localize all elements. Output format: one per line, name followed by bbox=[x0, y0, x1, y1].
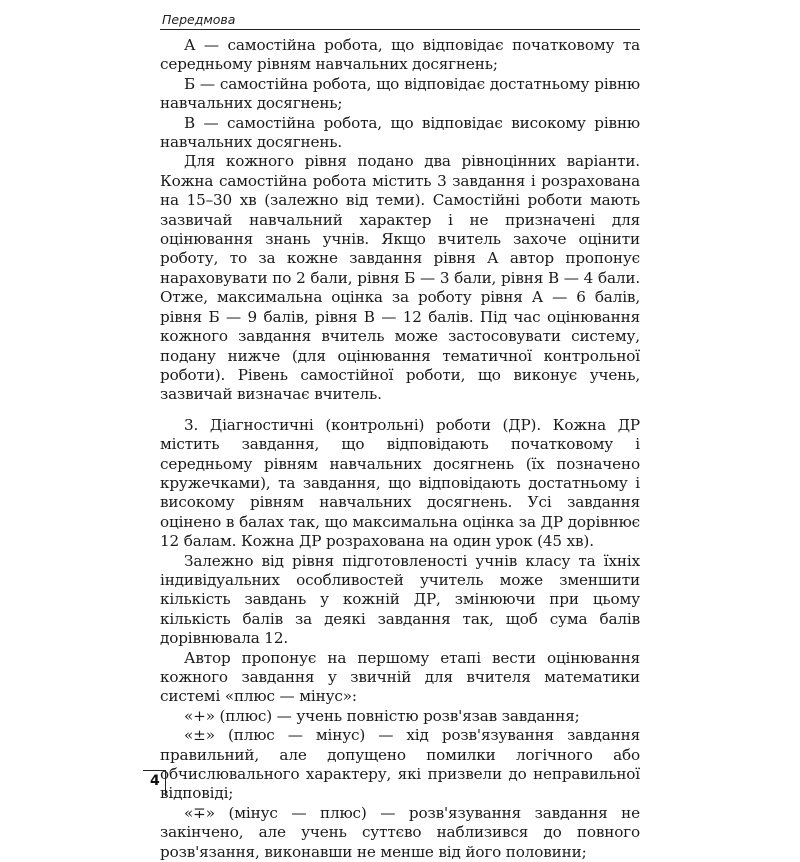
paragraph-level-c: В — самостійна робота, що відповідає високому рівню навчальних досягнень. bbox=[160, 113, 640, 152]
paragraph-level-b: Б — самостійна робота, що відповідає достатньому рівню навчальних досягнень; bbox=[160, 74, 640, 113]
footer-rule-vertical bbox=[165, 770, 166, 796]
page-body bbox=[160, 36, 640, 862]
page-number: 4 bbox=[150, 773, 160, 789]
paragraph-readiness: Залежно від рівня підготовленості учнів класу та їхніх індивідуальних особливостей учитель може зменшити кількість завдань у кожній ДР, змінюючи при цьому кількість балів за деякі завдання так, щоб сума балів дорівнювала 12. bbox=[160, 551, 640, 648]
paragraph-minus-plus: «∓» (мінус — плюс) — розв'язування завдання не закінчено, але учень суттєво наблизився до повного розв'язання, виконавши не менше від його половини; bbox=[160, 803, 640, 861]
paragraph-plus-minus-system: Автор пропонує на першому етапі вести оцінювання кожного завдання у звичній для вчителя математики системі «плюс — мінус»: bbox=[160, 648, 640, 706]
paragraph-diagnostic-works: 3. Діагностичні (контрольні) роботи (ДР). Кожна ДР містить завдання, що відповідають початковому і середньому рівням навчальних досягнень (їх позначено кружечками), та завдання, що відповідають достатньому і високому рівням навчальних досягнень. Усі завдання оцінено в балах так, що максимальна оцінка за ДР дорівнює 12 балам. Кожна ДР розрахована на один урок (45 хв). bbox=[160, 415, 640, 551]
running-header-title: Передмова bbox=[162, 12, 236, 27]
paragraph-level-a: А — самостійна робота, що відповідає початковому та середньому рівням навчальних досягнень; bbox=[160, 36, 640, 74]
paragraph-plus-minus: «±» (плюс — мінус) — хід розв'язування завдання правильний, але допущено помилки логічного або обчислювального характеру, які призвели до неправильної відповіді; bbox=[160, 726, 640, 803]
header-rule bbox=[160, 29, 640, 30]
paragraph-variants: Для кожного рівня подано два рівноцінних варіанти. Кожна самостійна робота містить 3 завдання і розрахована на 15–30 хв (залежно від теми). Самостійні роботи мають зазвичай навчальний характер і не призначені для оцінювання знань учнів. Якщо вчитель захоче оцінити роботу, то за кожне завдання рівня А автор пропонує нараховувати по 2 бали, рівня Б — 3 бали, рівня В — 4 бали. Отже, максимальна оцінка за роботу рівня А — 6 балів, рівня Б — 9 балів, рівня В — 12 балів. Під час оцінювання кожного завдання вчитель може застосовувати систему, подану нижче (для оцінювання тематичної контрольної роботи). Рівень самостійної роботи, що виконує учень, зазвичай визначає вчитель. bbox=[160, 152, 640, 404]
footer-rule-horizontal bbox=[143, 770, 165, 771]
paragraph-plus: «+» (плюс) — учень повністю розв'язав завдання; bbox=[184, 706, 580, 725]
